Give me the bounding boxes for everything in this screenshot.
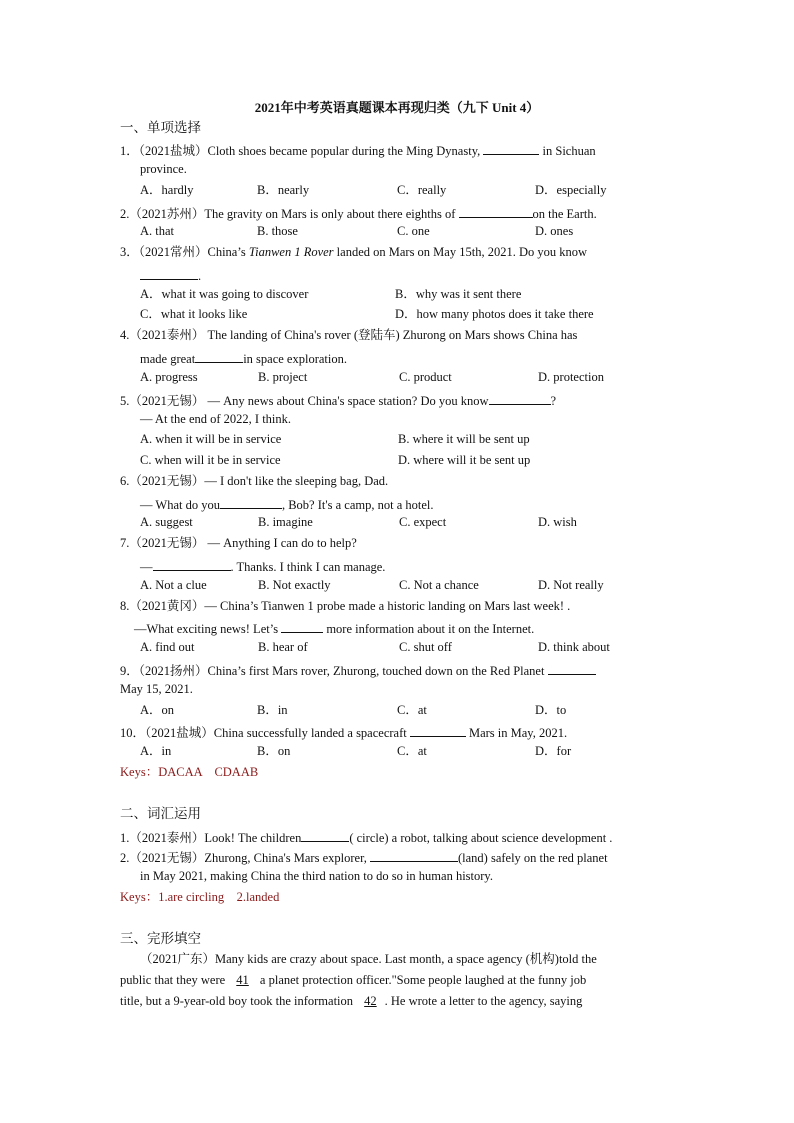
- question-3-continuation: .: [140, 267, 201, 283]
- question-3-stem: 3．（2021常州）China’s: [120, 245, 246, 259]
- option-d: D．especially: [535, 183, 607, 197]
- option-d: D. wish: [538, 515, 577, 529]
- option-d: D．to: [535, 703, 567, 717]
- question-3-stem-end: landed on Mars on May 15th, 2021. Do you know: [336, 245, 587, 259]
- question-5-reply: — At the end of 2022, I think.: [140, 412, 292, 426]
- question-4-continuation: made great in space exploration.: [140, 352, 347, 366]
- vocab-question-1-blank: [301, 829, 349, 842]
- vocab-question-2-continuation: in May 2021, making China the third nation to do so in human history.: [140, 869, 493, 883]
- question-5: 5.（2021无锡） — Any news about China's space station? Do you know ?: [120, 394, 557, 408]
- option-b: B. those: [257, 224, 298, 238]
- vocab-question-2-blank: [370, 849, 458, 862]
- cloze-passage-line-1: （2021广东）Many kids are crazy about space. Last month, a space agency (机构)told the: [140, 952, 597, 966]
- option-d: D．for: [535, 744, 572, 758]
- question-1-continuation: province.: [140, 162, 187, 176]
- option-a: A. Not a clue: [140, 578, 207, 592]
- question-3: [120, 246, 587, 259]
- option-c: C. one: [397, 224, 430, 238]
- question-6: 6.（2021无锡）— I don't like the sleeping bag, Dad.: [120, 474, 389, 488]
- option-d: D. protection: [538, 370, 604, 384]
- question-9-blank: [548, 662, 596, 675]
- question-9-continuation: May 15, 2021.: [120, 682, 193, 696]
- question-8-blank: [281, 620, 323, 633]
- section-2-answer-keys: Keys：1.are circling 2.landed: [120, 890, 280, 904]
- option-c: C. Not a chance: [399, 578, 479, 592]
- question-6-continuation: — What do you , Bob? It's a camp, not a hotel.: [140, 498, 434, 512]
- option-b: B．in: [257, 703, 288, 717]
- question-2-blank: [459, 205, 533, 218]
- option-c: C. product: [399, 370, 452, 384]
- option-a: A. when it will be in service: [140, 432, 282, 446]
- option-b: B. imagine: [258, 515, 313, 529]
- cloze-blank-42: 42: [364, 994, 377, 1008]
- option-c: C．really: [397, 183, 447, 197]
- question-3-rover-name: Tianwen 1 Rover: [248, 245, 334, 259]
- option-c: C. when will it be in service: [140, 453, 281, 467]
- option-b: B. hear of: [258, 640, 308, 654]
- option-a: A．hardly: [140, 183, 194, 197]
- question-7: 7.（2021无锡） — Anything I can do to help?: [120, 536, 357, 550]
- option-b: B. project: [258, 370, 308, 384]
- option-a: A. that: [140, 224, 175, 238]
- question-7-continuation: — . Thanks. I think I can manage.: [140, 560, 386, 574]
- section-1-answer-keys: Keys：DACAA CDAAB: [120, 765, 259, 779]
- question-1: [120, 142, 596, 158]
- question-6-blank: [220, 496, 282, 509]
- question-4-blank: [195, 350, 243, 363]
- question-4: 4.（2021泰州） The landing of China's rover (登陆车) Zhurong on Mars shows China has: [120, 328, 578, 342]
- question-3-blank: [140, 267, 198, 280]
- option-c: C．what it looks like: [140, 307, 248, 321]
- section-heading-single-choice: 一、单项选择: [120, 120, 201, 135]
- question-8: 8.（2021黄冈）— China’s Tianwen 1 probe made a historic landing on Mars last week! .: [120, 599, 571, 613]
- option-b: B．why was it sent there: [395, 287, 522, 301]
- section-heading-cloze: 三、完形填空: [120, 931, 201, 946]
- question-2-stem-end: on the Earth.: [532, 207, 597, 221]
- option-a: A. find out: [140, 640, 195, 654]
- option-a: A．on: [140, 703, 175, 717]
- question-7-blank: [153, 558, 231, 571]
- cloze-blank-41: 41: [236, 973, 249, 987]
- option-c: C．at: [397, 744, 427, 758]
- option-d: D．how many photos does it take there: [395, 307, 594, 321]
- option-d: D. ones: [535, 224, 574, 238]
- document-title: 2021年中考英语真题课本再现归类（九下 Unit 4）: [254, 100, 540, 115]
- question-10: 10．（2021盐城）China successfully landed a spacecraft Mars in May, 2021.: [120, 726, 568, 740]
- option-c: C．at: [397, 703, 427, 717]
- option-b: B．nearly: [257, 183, 310, 197]
- question-1-stem-end: in Sichuan: [542, 144, 596, 158]
- question-8-continuation: —What exciting news! Let’s more information about it on the Internet.: [134, 622, 535, 636]
- section-heading-vocabulary: 二、词汇运用: [120, 806, 201, 821]
- option-c: C. shut off: [399, 640, 452, 654]
- option-d: D. where will it be sent up: [398, 453, 531, 467]
- vocab-question-2: 2.（2021无锡）Zhurong, China's Mars explorer, (land) safely on the red planet: [120, 851, 608, 865]
- question-9: 9．（2021扬州）China’s first Mars rover, Zhurong, touched down on the Red Planet: [120, 662, 596, 678]
- option-b: B. Not exactly: [258, 578, 331, 592]
- option-b: B. where it will be sent up: [398, 432, 530, 446]
- option-c: C. expect: [399, 515, 447, 529]
- question-10-blank: [410, 724, 466, 737]
- vocab-question-1: 1.（2021泰州）Look! The children ( circle) a robot, talking about science development .: [120, 831, 613, 845]
- question-2: [120, 205, 597, 221]
- option-a: A．what it was going to discover: [140, 287, 309, 301]
- question-2-stem: 2.（2021苏州）The gravity on Mars is only about there eighths of: [120, 207, 456, 221]
- cloze-passage-line-3: title, but a 9-year-old boy took the information 42 . He wrote a letter to the agency, saying: [120, 994, 583, 1008]
- option-a: A．in: [140, 744, 172, 758]
- option-d: D. Not really: [538, 578, 604, 592]
- question-1-blank: [483, 142, 539, 155]
- cloze-passage-line-2: public that they were 41 a planet protection officer."Some people laughed at the funny job: [120, 973, 587, 987]
- question-5-blank: [489, 392, 551, 405]
- option-d: D. think about: [538, 640, 610, 654]
- question-1-stem: 1．（2021盐城）Cloth shoes became popular during the Ming Dynasty,: [120, 144, 481, 158]
- option-a: A. suggest: [140, 515, 193, 529]
- option-a: A. progress: [140, 370, 198, 384]
- option-b: B．on: [257, 744, 291, 758]
